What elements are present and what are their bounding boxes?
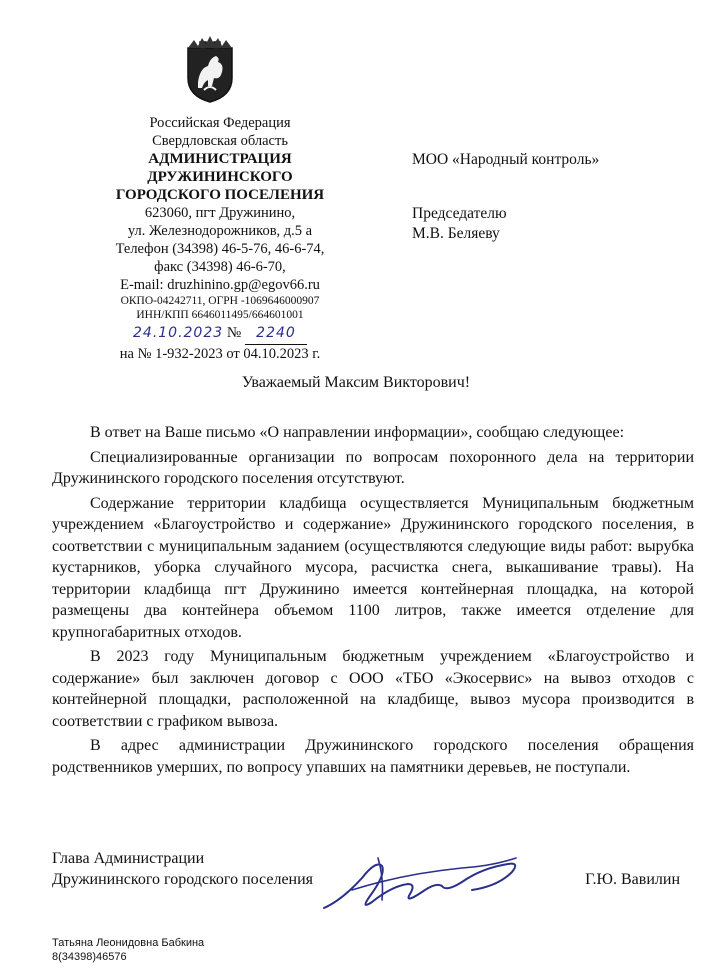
registration-line <box>95 322 345 344</box>
letter-body <box>52 422 694 781</box>
handwritten-signature <box>312 838 527 918</box>
recipient-name: М.В. Беляеву <box>412 225 500 242</box>
sender-phone: Телефон (34398) 46-5-76, 46-6-74, <box>115 241 325 257</box>
reference-line: на № 1-932-2023 от 04.10.2023 г. <box>119 346 321 362</box>
recipient-position: Председателю <box>412 205 507 222</box>
signer-title-line1: Глава Администрации <box>52 850 205 867</box>
sender-fax: факс (34398) 46-6-70, <box>154 259 286 275</box>
sender-email: E-mail: druzhinino.gp@egov66.ru <box>120 277 320 293</box>
sender-org-line1: АДМИНИСТРАЦИЯ <box>148 151 292 167</box>
signer-name: Г.Ю. Вавилин <box>585 871 680 888</box>
executor-block <box>52 936 204 964</box>
paragraph: В адрес администрации Дружининского городского поселения обращения родственников умерших, по вопросу упавших на памятники деревьев, не поступали. <box>52 737 694 776</box>
salutation: Уважаемый Максим Викторович! <box>241 374 471 391</box>
sender-codes1: ОКПО-04242711, ОГРН -1069646000907 <box>120 295 320 307</box>
sender-address1: 623060, пгт Дружинино, <box>144 205 296 221</box>
coat-of-arms-emblem <box>180 34 240 104</box>
sender-address2: ул. Железнодорожников, д.5 а <box>127 223 313 239</box>
recipient-org: МОО «Народный контроль» <box>412 151 600 168</box>
executor-name: Татьяна Леонидовна Бабкина <box>52 937 205 949</box>
signer-title-line2: Дружининского городского поселения <box>52 871 314 888</box>
registration-number: 2240 <box>245 322 307 345</box>
paragraph: В 2023 году Муниципальным бюджетным учреждением «Благоустройство и содержание» был заключен договор с ООО «ТБО «Экосервис» на вывоз отходов с контейнерной площадки, расположенной на кладбище, вывоз мусора производится в соответствии с графиком вывоза. <box>52 648 694 730</box>
recipient-block <box>412 150 692 244</box>
registration-date: 24.10.2023 <box>133 325 224 341</box>
paragraph: Содержание территории кладбища осуществляется Муниципальным бюджетным учреждением «Благоустройство и содержание» Дружининского городского поселения, в соответствии с муниципальным заданием (осуществляются следующие виды работ: вырубка кустарников, уборка случайного мусора, расчистка снега, выкашивание травы). На территории кладбища пгт Дружинино имеется контейнерная площадка, на которой размещены два контейнера объемом 1100 литров, также имеется отделение для крупногабаритных отходов. <box>52 494 694 641</box>
sender-org-line2: ДРУЖИНИНСКОГО <box>147 169 293 185</box>
executor-phone: 8(34398)46576 <box>52 951 127 963</box>
sender-block <box>95 114 345 364</box>
sender-region: Свердловская область <box>152 133 288 149</box>
sender-codes2: ИНН/КПП 6646011495/664601001 <box>136 309 304 321</box>
registration-number-label: № <box>226 325 242 341</box>
paragraph: В ответ на Ваше письмо «О направлении информации», сообщаю следующее: <box>90 424 625 441</box>
sender-org-line3: ГОРОДСКОГО ПОСЕЛЕНИЯ <box>115 187 325 203</box>
sender-country: Российская Федерация <box>149 115 291 131</box>
paragraph: Специализированные организации по вопросам похоронного дела на территории Дружининского городского поселения отсутствуют. <box>52 448 694 487</box>
